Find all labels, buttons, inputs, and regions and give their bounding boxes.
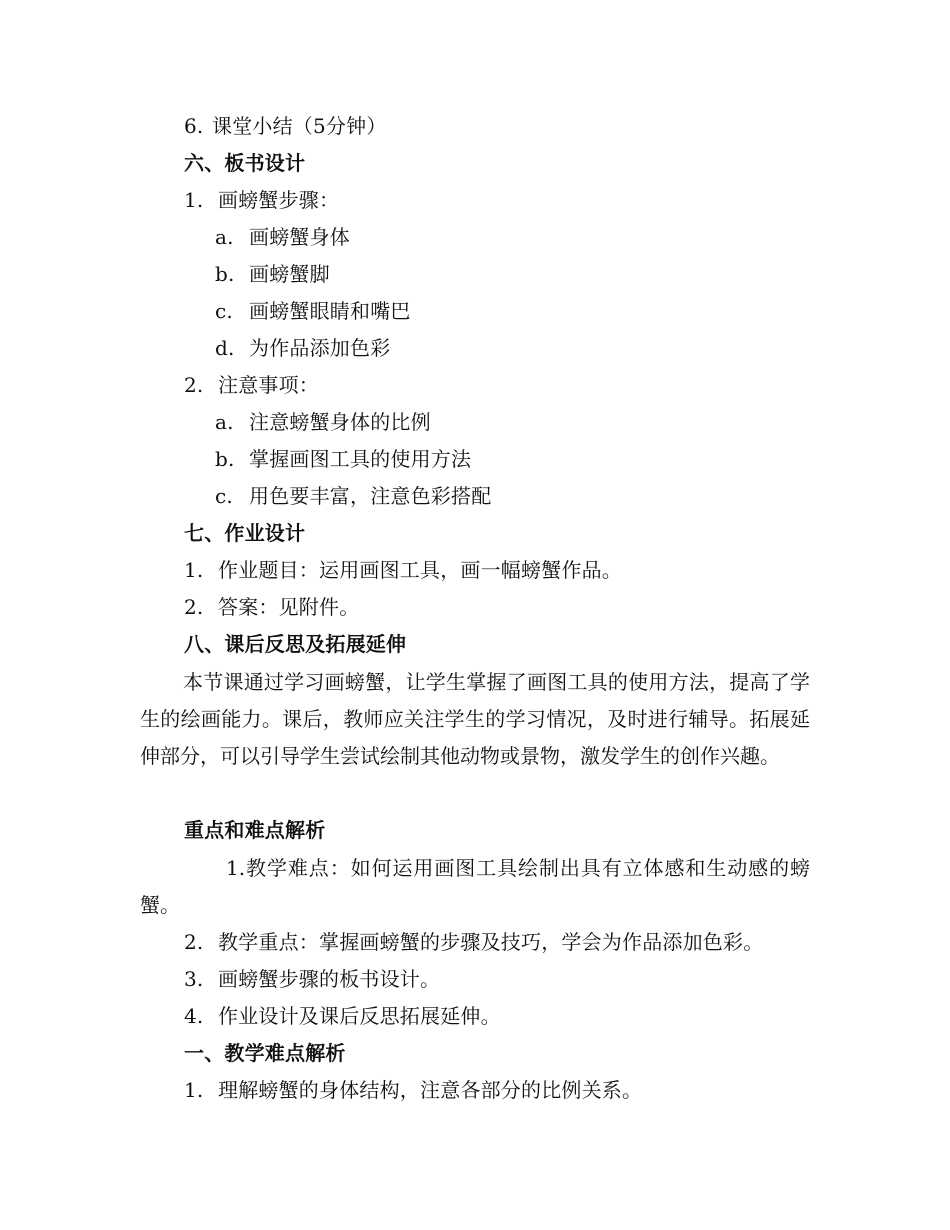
list-text: 画螃蟹步骤的板书设计。	[218, 967, 441, 991]
list-letter: b.	[215, 447, 235, 471]
list-number: 4.	[184, 1004, 204, 1028]
list-letter: a.	[215, 410, 234, 434]
list-letter: d.	[215, 336, 235, 360]
list-text: 用色要丰富，注意色彩搭配	[249, 484, 492, 508]
section-heading: 七、作业设计	[184, 521, 306, 545]
list-number: 6.	[184, 114, 204, 138]
list-number: 2.	[184, 373, 204, 397]
list-text: 教学重点：掌握画螃蟹的步骤及技巧，学会为作品添加色彩。	[218, 930, 764, 954]
list-number: 1.	[184, 558, 204, 582]
list-item	[184, 593, 359, 621]
list-item	[184, 965, 440, 993]
list-letter: a.	[215, 225, 234, 249]
list-subitem	[215, 260, 330, 288]
list-letter: b.	[215, 262, 235, 286]
list-text: 答案：见附件。	[218, 595, 360, 619]
list-item	[184, 1002, 501, 1030]
list-text: 为作品添加色彩	[249, 336, 391, 360]
list-letter: c.	[215, 484, 233, 508]
list-text: 教学难点：如何运用画图工具绘制出具有立体感和生动感的螃蟹。	[140, 856, 810, 917]
list-item	[184, 112, 387, 140]
list-letter: c.	[215, 299, 233, 323]
list-item	[184, 556, 622, 584]
list-item	[184, 928, 763, 956]
list-number: 1.	[184, 188, 204, 212]
list-text: 注意螃蟹身体的比例	[249, 410, 431, 434]
list-text: 作业设计及课后反思拓展延伸。	[218, 1004, 501, 1028]
list-text: 画螃蟹眼睛和嘴巴	[249, 299, 411, 323]
list-text: 画螃蟹身体	[249, 225, 350, 249]
list-text: 理解螃蟹的身体结构，注意各部分的比例关系。	[218, 1078, 643, 1102]
section-heading: 一、教学难点解析	[184, 1041, 346, 1065]
list-item	[184, 371, 319, 399]
list-item	[140, 850, 810, 924]
list-subitem	[215, 334, 390, 362]
list-number: 2.	[184, 930, 204, 954]
list-number: 2.	[184, 595, 204, 619]
list-item	[184, 186, 339, 214]
list-text: 注意事项：	[218, 373, 319, 397]
list-text: 课堂小结（5分钟）	[212, 114, 387, 138]
list-subitem	[215, 297, 411, 325]
list-number: 1.	[226, 856, 246, 880]
list-text: 画螃蟹步骤：	[218, 188, 340, 212]
list-subitem	[215, 408, 431, 436]
list-text: 画螃蟹脚	[249, 262, 330, 286]
section-heading: 八、课后反思及拓展延伸	[184, 632, 407, 656]
list-subitem	[215, 482, 491, 510]
list-text: 作业题目：运用画图工具，画一幅螃蟹作品。	[218, 558, 622, 582]
list-number: 3.	[184, 967, 204, 991]
section-heading: 六、板书设计	[184, 151, 306, 175]
list-number: 1.	[184, 1078, 204, 1102]
section-heading: 重点和难点解析	[184, 818, 326, 842]
list-subitem	[215, 445, 471, 473]
list-item	[184, 1076, 642, 1104]
list-text: 掌握画图工具的使用方法	[249, 447, 472, 471]
body-paragraph: 本节课通过学习画螃蟹，让学生掌握了画图工具的使用方法，提高了学生的绘画能力。课后，教师应关注学生的学习情况，及时进行辅导。拓展延伸部分，可以引导学生尝试绘制其他动物或景物，激发学生的创作兴趣。	[140, 670, 810, 768]
list-subitem	[215, 223, 350, 251]
